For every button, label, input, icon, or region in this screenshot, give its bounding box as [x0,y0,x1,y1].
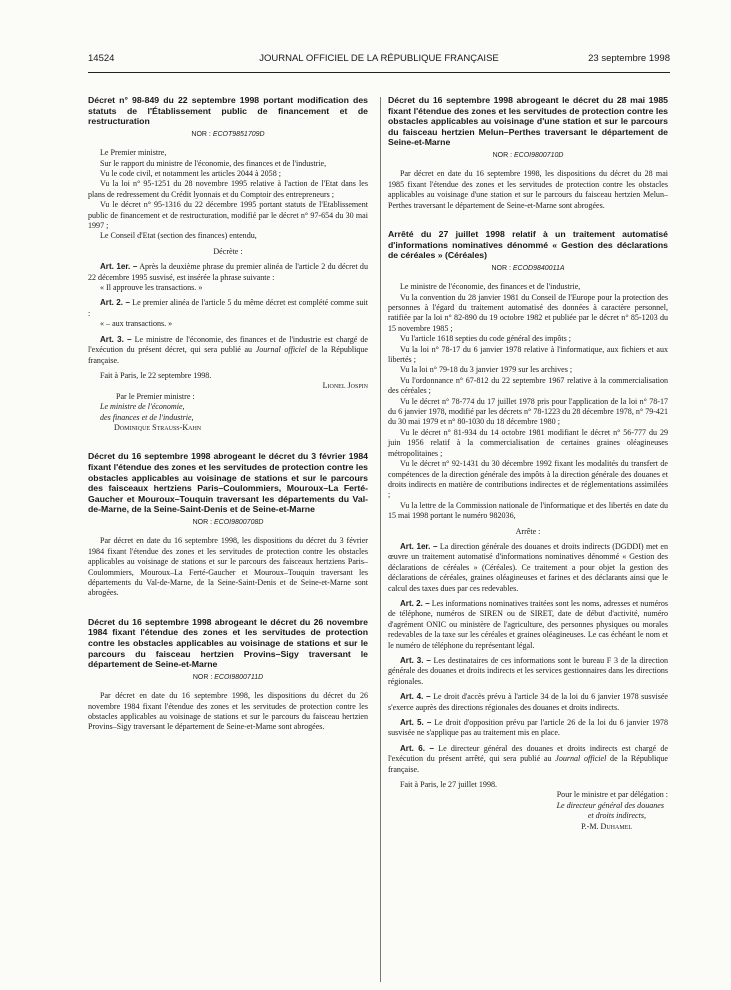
nor-reference: NOR : ECOT9851709D [191,130,265,138]
par-le-premier-ministre: Par le Premier ministre : [116,391,195,401]
visa: Vu la lettre de la Commission nationale de l'informatique et des libertés en date du 15 mai 1998 portant le numéro 982036, [388,500,668,521]
paragraph: Vu le décret n° 95-1316 du 22 décembre 1995 portant statuts de l'Etablissement public de financement et de restructuration, modifié par le décret n° 97-654 du 30 mai 1997 ; [88,200,368,231]
decree-provins-sigy [88,617,368,733]
decrete-heading: Décrète : [213,246,243,256]
right-column [388,95,668,832]
signature: Lionel Jospin [322,381,368,391]
arrete-title: Arrêté du 27 juillet 1998 relatif à un traitement automatisé d'informations nominatives dénommé « Gestion des déclarations de céréales » (Céréales) [388,229,668,261]
paragraph: Vu la loi n° 95-1251 du 28 novembre 1995 relative à l'action de l'Etat dans les plans de redressement du Crédit lyonnais et du Comptoir des entrepreneurs ; [88,179,368,199]
article-quote: « – aux transactions. » [100,319,173,329]
article-2: Art. 2. – Les informations nominatives traitées sont les noms, adresses et numéros de téléphone, numéros de SIREN ou de SIRET, date de début d'activité, numéro d'agrément ONIC ou ministère de l'agriculture, des personnes physiques ou morales redevables de la taxe sur les céréales et graines oléagineuses. Le cas échéant le nom et le numéro de téléphone du représentant légal. [388,598,668,650]
left-column [88,95,368,733]
director-title: Le directeur général des douanes [556,800,664,810]
visa: Vu le décret n° 81-934 du 14 octobre 1981 modifiant le décret n° 56-777 du 29 juin 1956 relatif à la commercialisation de certaines graines oléagineuses métropolitaines ; [388,427,668,458]
paragraph: Vu le code civil, et notamment les articles 2044 à 2058 ; [100,169,281,178]
issue-date: 23 septembre 1998 [588,53,670,64]
minister-name: Dominique Strauss-Kahn [114,422,202,432]
visa: Vu le décret n° 78-774 du 17 juillet 1978 pris pour l'application de la loi n° 78-17 du 6 janvier 1978, modifié par les décrets n° 78-1223 du 28 décembre 1978, n° 79-421 du 30 mai 1979 et n° 80-1030 du 18 décembre 1980 ; [388,396,668,427]
article-3: Art. 3. – Les destinataires de ces informations sont le bureau F 3 de la direction générale des douanes et droits indirects et les services gestionnaires dans les directions régionales. [388,656,668,686]
visa: Vu le décret n° 92-1431 du 30 décembre 1992 fixant les modalités du transfert de compétences de la direction générale des impôts à la direction générale des douanes et droits indirects en matière de contributions indirectes et de réglementations assimilées ; [388,459,668,500]
paragraph: Par décret en date du 16 septembre 1998, les dispositions du décret du 28 mai 1985 fixant l'étendue des zones et les servitudes de protection contre les obstacles applicables au voisinage d'une station et sur le parcours du faisceau hertzien Melun–Perthes traversant le département de Seine-et-Marne sont abrogées. [388,169,668,210]
decree-title: Décret n° 98-849 du 22 septembre 1998 portant modification des statuts de l'Établissement public de financement et de restructuration [88,95,368,127]
column-divider [380,97,381,982]
nor-code: ECOD9840011A [512,264,565,272]
director-name: P.-M. Duhamel [581,821,632,831]
fait-a-paris: Fait à Paris, le 22 septembre 1998. [100,370,212,380]
nor-code: ECOI9800708D [213,518,264,526]
visa: Vu la loi n° 78-17 du 6 janvier 1978 relative à l'informatique, aux fichiers et aux libertés ; [388,344,668,365]
nor-reference: NOR : ECOI9800710D [492,151,564,159]
article-1: Art. 1er. – Après la deuxième phrase du premier alinéa de l'article 2 du décret du 22 décembre 1995 susvisé, est insérée la phrase suivante : [88,262,368,282]
article-3: Art. 3. – Le ministre de l'économie, des finances et de l'industrie est chargé de l'exécution du présent décret, qui sera publié au Journal officiel de la République française. [88,334,368,365]
nor-code: ECOI9800710D [513,151,564,159]
paragraph: Par décret en date du 16 septembre 1998, les dispositions du décret du 26 novembre 1984 fixant l'étendue des zones et les servitudes de protection contre les obstacles applicables au voisinage de stations et sur le parcours du faisceau hertzien Provins–Sigy traversant le département de Seine-et-Marne sont abrogées. [88,691,368,732]
decree-val-de-marne [88,451,368,598]
decree-melun-perthes [388,95,668,211]
paragraph: Le Premier ministre, [100,148,167,158]
visa: Vu l'article 1618 septies du code général des impôts ; [400,334,572,344]
nor-code: ECOI9800711D [214,673,264,681]
decree-title: Décret du 16 septembre 1998 abrogeant le décret du 3 février 1984 fixant l'étendue des zones et les servitudes de protection contre les obstacles applicables au voisinage de stations et sur le parcours des faisceaux hertziens Paris–Coulommiers, Mouroux–La Ferté-Gaucher et Mouroux–Touquin traversant les départements du Val-de-Marne, de la Seine-Saint-Denis et de Seine-et-Marne [88,451,368,515]
director-title: et droits indirects, [587,811,646,821]
fait-a-paris: Fait à Paris, le 27 juillet 1998. [400,780,497,790]
decree-title: Décret du 16 septembre 1998 abrogeant le décret du 28 mai 1985 fixant l'étendue des zones et les servitudes de protection contre les obstacles applicables au voisinage d'une station et sur le parcours du faisceau hertzien Melun–Perthes traversant le département de Seine-et-Marne [388,95,668,148]
nor-reference: NOR : ECOI9800708D [192,518,264,526]
header-rule [88,72,670,73]
pour-le-ministre: Pour le ministre et par délégation : [556,790,668,800]
visa: Vu la convention du 28 janvier 1981 du Conseil de l'Europe pour la protection des personnes à l'égard du traitement automatisé des données à caractère personnel, ratifiée par la loi n° 82-890 du 19 octobre 1982 et publiée par le décret n° 85-1203 du 15 novembre 1985 ; [388,292,668,333]
page-header [88,53,670,69]
paragraph: Sur le rapport du ministre de l'économie, des finances et de l'industrie, [100,158,327,168]
decree-title: Décret du 16 septembre 1998 abrogeant le décret du 26 novembre 1984 fixant l'étendue des zones et les servitudes de protection contre les obstacles applicables au voisinage de stations et sur le parcours du faisceau hertzien Provins–Sigy traversant le département de Seine-et-Marne [88,616,368,670]
visa: Vu l'ordonnance n° 67-812 du 22 septembre 1967 relative à la commercialisation des céréales ; [388,375,668,396]
paragraph: Par décret en date du 16 septembre 1998, les dispositions du décret du 3 février 1984 fixant l'étendue des zones et les servitudes de protection contre les obstacles applicables au voisinage de stations et sur le parcours des faisceaux hertziens Paris–Coulommiers, Mouroux–La Ferté-Gaucher et Mouroux–Touquin traversant les départements du Val-de-Marne, de la Seine-Saint-Denis et de Seine-et-Marne sont abrogées. [88,536,368,598]
article-6: Art. 6. – Le directeur général des douanes et droits indirects est chargé de l'exécution du présent arrêté, qui sera publié au Journal officiel de la République française. [388,743,668,774]
paragraph: Le Conseil d'Etat (section des finances) entendu, [100,231,257,241]
minister-title: Le ministre de l'économie, [100,402,185,412]
page-number: 14524 [88,53,115,64]
arrete-cereales [388,229,668,832]
article-5: Art. 5. – Le droit d'opposition prévu par l'article 26 de la loi du 6 janvier 1978 susvisée ne s'applique pas au traitement mis en place. [388,718,668,738]
visa: Vu la loi n° 79-18 du 3 janvier 1979 sur les archives ; [400,365,573,375]
paragraph: Le ministre de l'économie, des finances et de l'industrie, [400,282,581,292]
journal-title: JOURNAL OFFICIEL DE LA RÉPUBLIQUE FRANÇAISE [259,53,499,64]
nor-reference: NOR : ECOI9800711D [192,673,264,681]
article-4: Art. 4. – Le droit d'accès prévu à l'article 34 de la loi du 6 janvier 1978 susvisée s'exerce auprès des directions régionales des douanes et droits indirects. [388,692,668,712]
article-2: Art. 2. – Le premier alinéa de l'article 5 du même décret est complété comme suit : [88,298,368,318]
arrete-heading: Arrête : [515,526,541,536]
article-quote: « Il approuve les transactions. » [100,283,203,293]
decree-98-849 [88,95,368,433]
minister-title: des finances et de l'industrie, [100,412,194,422]
nor-reference: NOR : ECOD9840011A [491,264,565,272]
nor-code: ECOT9851709D [212,130,265,138]
article-1: Art. 1er. – La direction générale des douanes et droits indirects (DGDDI) met en œuvre un traitement automatisé d'informations nominatives dénommé « Gestion des déclarations de céréales » (Céréales). Ce traitement a pour objet la gestion des déclarations de céréales, graines oléagineuses et farines et des déclarants ainsi que le calcul des taxes dues par ces redevables. [388,541,668,593]
